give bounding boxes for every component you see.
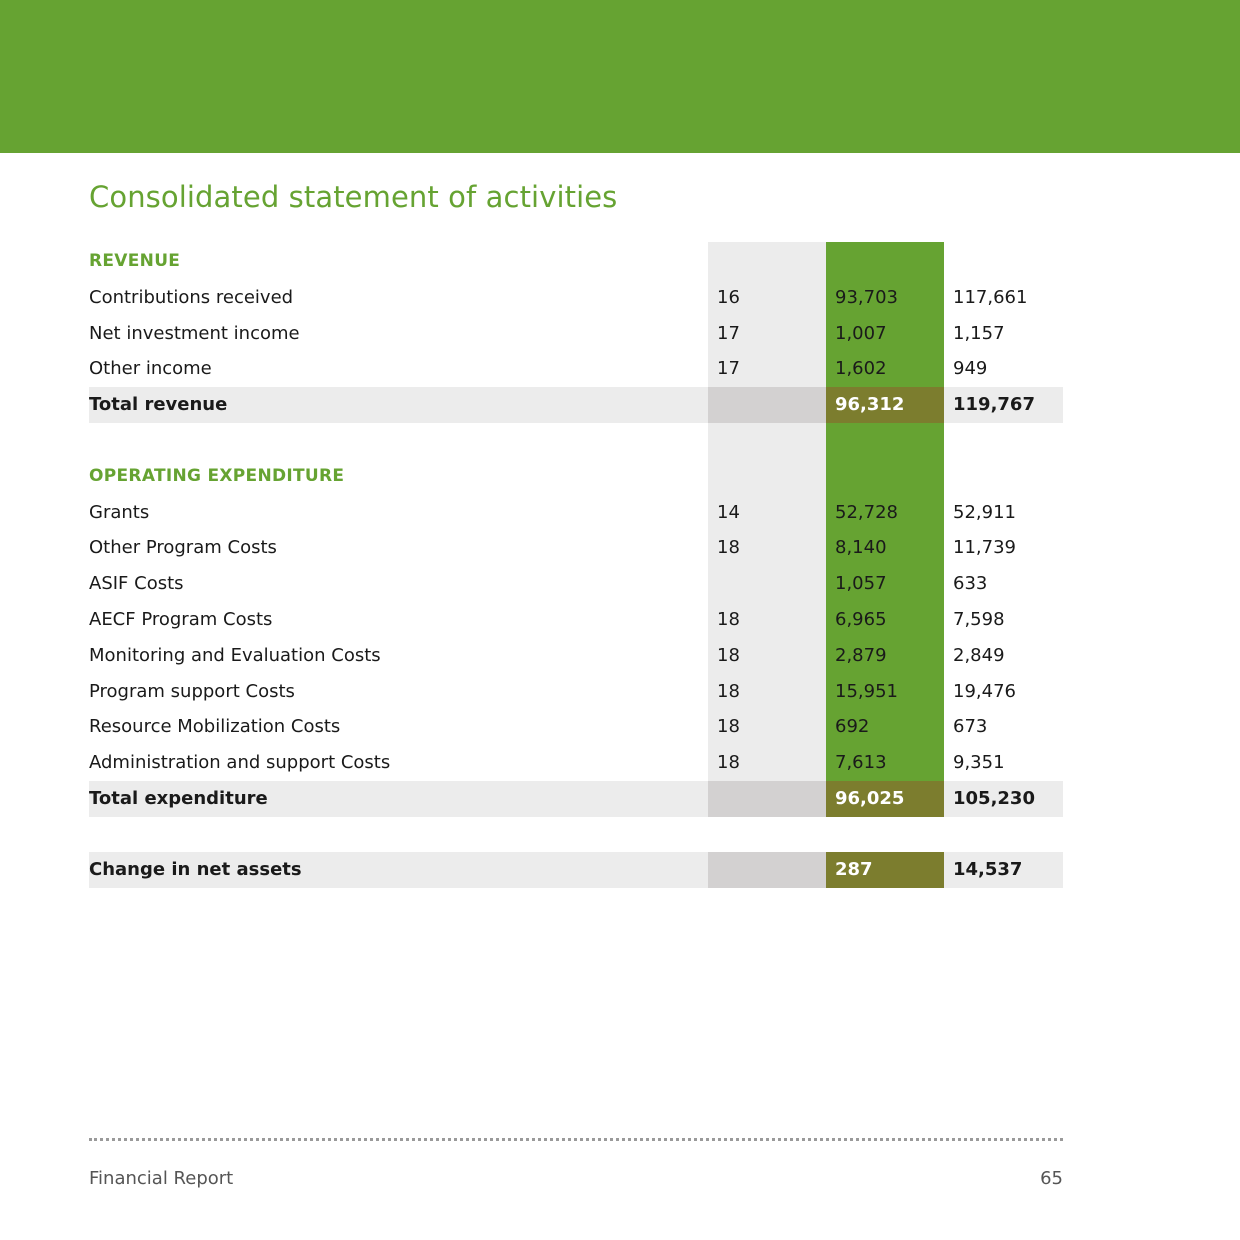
total-prior: 119,767 <box>953 394 1035 416</box>
row-prior: 633 <box>953 573 988 595</box>
row-current: 1,602 <box>835 358 887 380</box>
row-note: 17 <box>717 358 740 380</box>
row-current: 93,703 <box>835 286 898 308</box>
row-current: 7,613 <box>835 752 887 774</box>
total-current: 96,025 <box>826 781 944 817</box>
statement-table <box>89 244 1063 817</box>
change-prior: 14,537 <box>953 859 1023 880</box>
page-title: Consolidated statement of activities <box>89 180 618 214</box>
row-label: ASIF Costs <box>89 573 184 595</box>
total-label: Total revenue <box>89 394 228 416</box>
row-note: 18 <box>717 680 740 702</box>
table-row <box>89 638 1063 674</box>
revenue-heading: REVENUE <box>89 251 181 271</box>
row-note: 14 <box>717 501 740 523</box>
row-note: 18 <box>717 716 740 738</box>
row-prior: 1,157 <box>953 322 1005 344</box>
row-prior: 11,739 <box>953 537 1016 559</box>
total-note-cell <box>708 781 826 817</box>
row-prior: 7,598 <box>953 608 1005 630</box>
row-label: Program support Costs <box>89 680 295 702</box>
total-revenue-row <box>89 387 1063 423</box>
row-prior: 673 <box>953 716 988 738</box>
table-row <box>89 351 1063 387</box>
row-current: 1,007 <box>835 322 887 344</box>
footer-divider <box>89 1138 1063 1141</box>
expenditure-heading-row <box>89 459 1063 495</box>
row-prior: 9,351 <box>953 752 1005 774</box>
row-current: 52,728 <box>835 501 898 523</box>
table-row <box>89 566 1063 602</box>
row-label: Net investment income <box>89 322 300 344</box>
row-current: 2,879 <box>835 644 887 666</box>
total-prior: 105,230 <box>953 787 1035 809</box>
row-prior: 949 <box>953 358 988 380</box>
change-row <box>89 852 1063 888</box>
row-label: Monitoring and Evaluation Costs <box>89 644 381 666</box>
row-prior: 2,849 <box>953 644 1005 666</box>
row-current: 1,057 <box>835 573 887 595</box>
table-row <box>89 495 1063 531</box>
table-row <box>89 316 1063 352</box>
total-note-cell <box>708 387 826 423</box>
row-note: 18 <box>717 644 740 666</box>
change-current: 287 <box>826 852 944 888</box>
row-note: 18 <box>717 608 740 630</box>
row-label: AECF Program Costs <box>89 608 273 630</box>
row-label: Grants <box>89 501 150 523</box>
row-note: 18 <box>717 537 740 559</box>
total-current: 96,312 <box>826 387 944 423</box>
change-in-net-assets <box>89 852 1063 888</box>
revenue-heading-row <box>89 244 1063 280</box>
table-row <box>89 530 1063 566</box>
table-row <box>89 709 1063 745</box>
row-label: Administration and support Costs <box>89 752 391 774</box>
change-label: Change in net assets <box>89 859 302 880</box>
table-row <box>89 745 1063 781</box>
row-label: Resource Mobilization Costs <box>89 716 341 738</box>
row-current: 8,140 <box>835 537 887 559</box>
total-expenditure-row <box>89 781 1063 817</box>
section-spacer <box>89 423 1063 459</box>
row-current: 6,965 <box>835 608 887 630</box>
footer-label: Financial Report <box>89 1168 234 1189</box>
header-banner <box>0 0 1240 153</box>
row-note: 17 <box>717 322 740 344</box>
table-row <box>89 602 1063 638</box>
row-current: 692 <box>835 716 870 738</box>
expenditure-heading: OPERATING EXPENDITURE <box>89 465 345 486</box>
total-label: Total expenditure <box>89 787 268 809</box>
table-row <box>89 674 1063 710</box>
page-number: 65 <box>1040 1168 1063 1189</box>
table-row <box>89 280 1063 316</box>
row-label: Other Program Costs <box>89 537 277 559</box>
row-note <box>708 566 826 602</box>
row-label: Other income <box>89 358 212 380</box>
row-note: 16 <box>717 286 740 308</box>
row-prior: 52,911 <box>953 501 1016 523</box>
row-prior: 117,661 <box>953 286 1028 308</box>
row-current: 15,951 <box>835 680 898 702</box>
row-label: Contributions received <box>89 286 294 308</box>
row-note: 18 <box>717 752 740 774</box>
change-note-cell <box>708 852 826 888</box>
row-prior: 19,476 <box>953 680 1016 702</box>
